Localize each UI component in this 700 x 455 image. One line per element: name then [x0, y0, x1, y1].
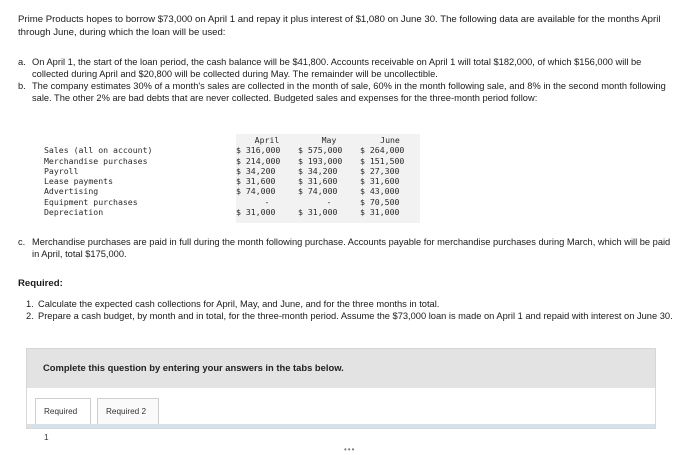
item-c	[18, 236, 678, 260]
table-row	[44, 186, 420, 196]
cell-april: $ 34,200	[236, 165, 276, 176]
item-a-text: On April 1, the start of the loan period, the cash balance will be $41,800. Accounts receivable on April 1 will total $182,000, of which $156,000 will be collected during April and $20,800 will be collected during May. The remainder will be uncollectible.	[32, 57, 642, 79]
cell-april: $ 74,000	[236, 186, 276, 197]
row-label: Lease payments	[44, 176, 114, 187]
item-a-label: a.	[18, 57, 26, 67]
table-row	[44, 145, 420, 155]
required-item-number: 1.	[26, 299, 34, 309]
cell-april: $ 31,600	[236, 176, 276, 187]
tab-required-1[interactable]: Required 1	[35, 398, 91, 425]
required-item-1	[26, 298, 676, 310]
cell-may: $ 193,000	[298, 155, 343, 166]
required-item-text: Prepare a cash budget, by month and in total, for the three-month period. Assume the $73,000 loan is made on April 1 and repaid with interest on June 30.	[38, 311, 673, 321]
instructions-banner	[26, 348, 656, 390]
tab-required-2[interactable]: Required 2	[97, 398, 159, 425]
answer-tabs	[26, 388, 656, 442]
row-label: Equipment purchases	[44, 196, 138, 207]
cell-june: $ 27,300	[360, 165, 400, 176]
row-label: Advertising	[44, 186, 99, 197]
item-b-label: b.	[18, 81, 26, 91]
required-title: Required:	[18, 278, 63, 289]
cell-june: $ 31,000	[360, 207, 400, 218]
cell-june: $ 70,500	[360, 196, 400, 207]
cell-may: $ 34,200	[298, 165, 338, 176]
cell-june: $ 43,000	[360, 186, 400, 197]
table-row	[44, 156, 420, 166]
table-row	[44, 207, 420, 217]
budget-table	[44, 135, 420, 217]
row-label: Sales (all on account)	[44, 145, 153, 156]
cell-may: $ 31,000	[298, 207, 338, 218]
required-item-number: 2.	[26, 311, 34, 321]
row-label: Payroll	[44, 165, 79, 176]
header-may: May	[321, 135, 337, 145]
cell-may: $ 575,000	[298, 145, 343, 156]
row-label: Depreciation	[44, 207, 104, 218]
cell-may: $ 31,600	[298, 176, 338, 187]
item-b-text: The company estimates 30% of a month's sales are collected in the month of sale, 60% in the month following sale, and 8% in the second month following sale. The other 2% are bad debts that are never collected. Budgeted sales and expenses for the three-month period follow:	[32, 81, 666, 103]
tabs-underline	[27, 424, 655, 428]
cell-may: -	[326, 196, 332, 207]
problem-intro: Prime Products hopes to borrow $73,000 on April 1 and repay it plus interest of $1,080 on June 30. The following data are available for the months April through June, during which the loan will be used:	[18, 14, 661, 38]
cell-may: $ 74,000	[298, 186, 338, 197]
table-header-row	[44, 135, 420, 145]
item-a	[18, 56, 678, 80]
cell-june: $ 151,500	[360, 155, 405, 166]
required-item-text: Calculate the expected cash collections for April, May, and June, and for the three months in total.	[38, 299, 440, 309]
cell-june: $ 31,600	[360, 176, 400, 187]
more-indicator[interactable]: •••	[344, 445, 356, 454]
header-blank	[44, 135, 236, 145]
item-b	[18, 80, 678, 104]
header-june: June	[380, 135, 400, 145]
cell-april: $ 316,000	[236, 145, 281, 156]
table-row	[44, 197, 420, 207]
row-label: Merchandise purchases	[44, 155, 148, 166]
header-april: April	[254, 135, 280, 145]
cell-april: $ 31,000	[236, 207, 276, 218]
instructions-text: Complete this question by entering your answers in the tabs below.	[43, 362, 344, 373]
table-row	[44, 166, 420, 176]
table-row	[44, 176, 420, 186]
cell-june: $ 264,000	[360, 145, 405, 156]
cell-april: $ 214,000	[236, 155, 281, 166]
item-c-text: Merchandise purchases are paid in full during the month following purchase. Accounts payable for merchandise purchases during March, which will be paid in April, total $175,000.	[32, 237, 671, 259]
item-c-label: c.	[18, 237, 26, 247]
cell-april: -	[264, 196, 270, 207]
required-item-2	[26, 310, 676, 322]
